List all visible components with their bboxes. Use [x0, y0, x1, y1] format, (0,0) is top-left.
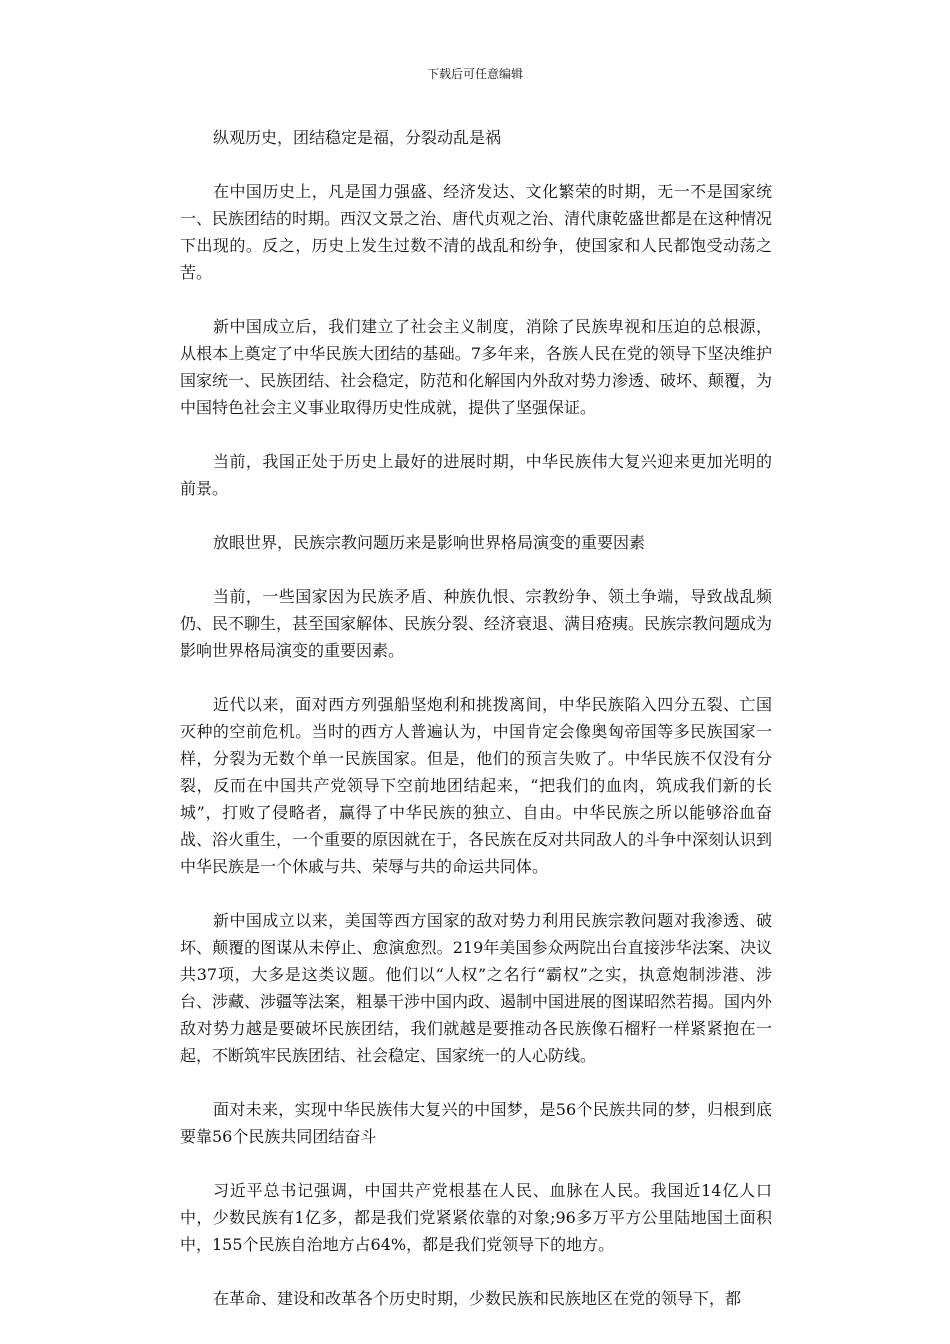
- paragraph: 近代以来，面对西方列强船坚炮利和挑拨离间，中华民族陷入四分五裂、亡国灭种的空前危机。当时的西方人普遍认为，中国肯定会像奥匈帝国等多民族国家一样，分裂为无数个单一民族国家。但是，他们的预言失败了。中华民族不仅没有分裂，反而在中国共产党领导下空前地团结起来，“把我们的血肉，筑成我们新的长城”，打败了侵略者，赢得了中华民族的独立、自由。中华民族之所以能够浴血奋战、浴火重生，一个重要的原因就在于，各民族在反对共同敌人的斗争中深刻认识到中华民族是一个休戚与共、荣辱与共的命运共同体。: [180, 695, 773, 876]
- paragraph: 当前，我国正处于历史上最好的进展时期，中华民族伟大复兴迎来更加光明的前景。: [180, 452, 772, 498]
- paragraph: 纵观历史，团结稳定是福，分裂动乱是祸: [213, 128, 502, 147]
- paragraph: 新中国成立以来，美国等西方国家的敌对势力利用民族宗教问题对我渗透、破坏、颠覆的图谋从未停止、愈演愈烈。219年美国参众两院出台直接涉华法案、决议共37项，大多是这类议题。他们以“人权”之名行“霸权”之实，执意炮制涉港、涉台、涉藏、涉疆等法案，粗暴干涉中国内政、遏制中国进展的图谋昭然若揭。国内外敌对势力越是要破坏民族团结，我们就越是要推动各民族像石榴籽一样紧紧抱在一起，不断筑牢民族团结、社会稳定、国家统一的人心防线。: [180, 911, 773, 1065]
- paragraph: 面对未来，实现中华民族伟大复兴的中国梦，是56个民族共同的梦，归根到底要靠56个民族共同团结奋斗: [180, 1100, 772, 1146]
- document-body: [180, 124, 772, 1339]
- paragraph: 在革命、建设和改革各个历史时期，少数民族和民族地区在党的领导下，都: [213, 1289, 742, 1308]
- page-header: 下载后可任意编辑: [426, 67, 523, 81]
- paragraph: 新中国成立后，我们建立了社会主义制度，消除了民族卑视和压迫的总根源，从根本上奠定了中华民族大团结的基础。7多年来，各族人民在党的领导下坚决维护国家统一、民族团结、社会稳定，防范和化解国内外敌对势力渗透、破坏、颠覆，为中国特色社会主义事业取得历史性成就，提供了坚强保证。: [180, 317, 773, 417]
- paragraph: 放眼世界，民族宗教问题历来是影响世界格局演变的重要因素: [213, 533, 646, 552]
- paragraph: 当前，一些国家因为民族矛盾、种族仇恨、宗教纷争、领土争端，导致战乱频仍、民不聊生，甚至国家解体、民族分裂、经济衰退、满目疮痍。民族宗教问题成为影响世界格局演变的重要因素。: [180, 587, 773, 660]
- paragraph: 在中国历史上，凡是国力强盛、经济发达、文化繁荣的时期，无一不是国家统一、民族团结的时期。西汉文景之治、唐代贞观之治、清代康乾盛世都是在这种情况下出现的。反之，历史上发生过数不清的战乱和纷争，使国家和人民都饱受动荡之苦。: [180, 182, 773, 282]
- paragraph: 习近平总书记强调，中国共产党根基在人民、血脉在人民。我国近14亿人口中，少数民族有1亿多，都是我们党紧紧依靠的对象;96多万平方公里陆地国土面积中，155个民族自治地方占64%，都是我们党领导下的地方。: [180, 1181, 772, 1254]
